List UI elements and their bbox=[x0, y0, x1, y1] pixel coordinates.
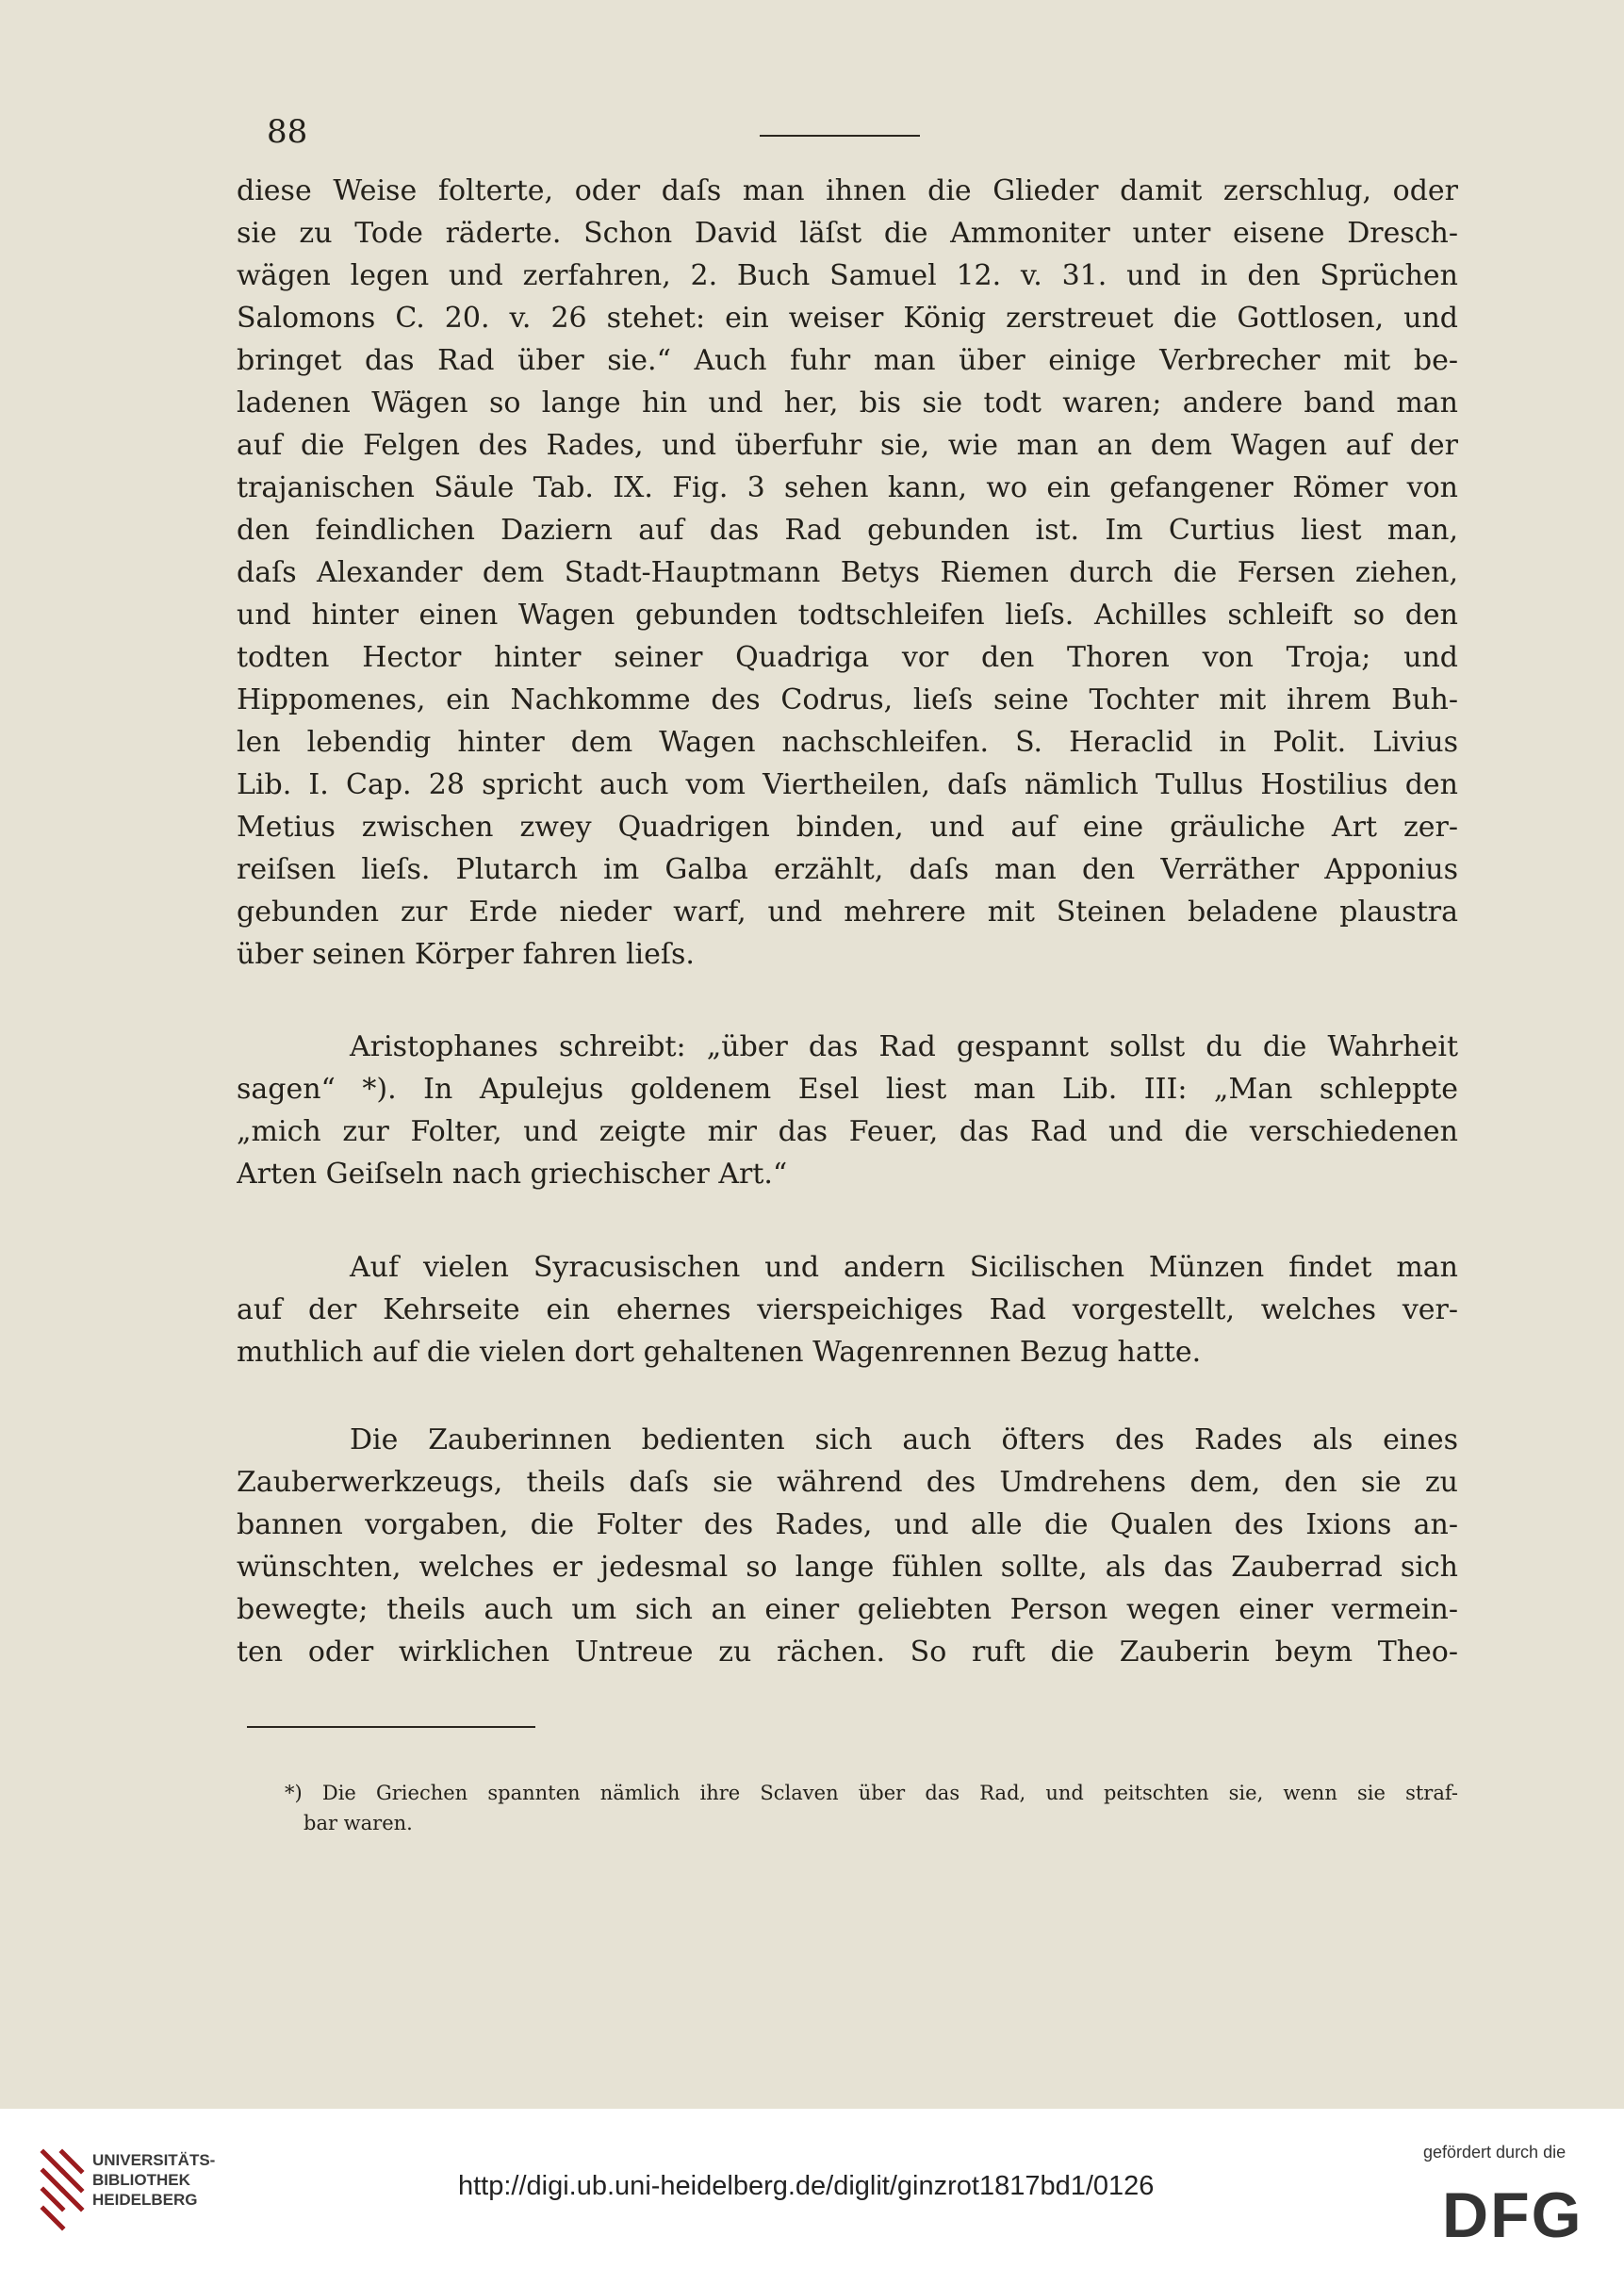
text-line: sie zu Tode räderte. Schon David läſst die Ammoniter unter eisene Dresch- bbox=[237, 217, 1458, 250]
text-line: Hippomenes, ein Nachkomme des Codrus, lieſs seine Tochter mit ihrem Buh- bbox=[237, 683, 1458, 716]
text-line: Arten Geiſseln nach griechischer Art.“ bbox=[237, 1158, 788, 1191]
footnote bbox=[285, 1778, 1458, 1838]
text-line: len lebendig hinter dem Wagen nachschleifen. S. Heraclid in Polit. Livius bbox=[237, 726, 1458, 759]
text-line: gebunden zur Erde nieder warf, und mehrere mit Steinen beladene plaustra bbox=[237, 896, 1458, 929]
text-line: Zauberwerkzeugs, theils daſs sie während des Umdrehens dem, den sie zu bbox=[237, 1466, 1458, 1499]
footnote-rule bbox=[247, 1726, 535, 1728]
paragraph-1 bbox=[237, 170, 1458, 976]
library-name-line: UNIVERSITÄTS- bbox=[92, 2151, 216, 2169]
text-line: und hinter einen Wagen gebunden todtschleifen lieſs. Achilles schleift so den bbox=[237, 599, 1458, 632]
text-line: Auf vielen Syracusischen und andern Sicilischen Münzen findet man bbox=[350, 1251, 1458, 1284]
header-rule bbox=[760, 135, 920, 137]
text-line: Metius zwischen zwey Quadrigen binden, und auf eine gräuliche Art zer- bbox=[237, 811, 1458, 844]
footnote-line: *) Die Griechen spannten nämlich ihre Sclaven über das Rad, und peitschten sie, wenn sie straf- bbox=[285, 1782, 1458, 1804]
paragraph-2 bbox=[237, 1026, 1458, 1195]
dfg-logo: DFG bbox=[1442, 2179, 1583, 2251]
text-line: bringet das Rad über sie.“ Auch fuhr man über einige Verbrecher mit be- bbox=[237, 344, 1458, 377]
page-number: 88 bbox=[267, 113, 308, 151]
text-line: den feindlichen Daziern auf das Rad gebunden ist. Im Curtius liest man, bbox=[237, 514, 1458, 547]
paragraph-4 bbox=[237, 1419, 1458, 1673]
permalink-url[interactable]: http://digi.ub.uni-heidelberg.de/diglit/ginzrot1817bd1/0126 bbox=[458, 2171, 1155, 2201]
text-line: trajanischen Säule Tab. IX. Fig. 3 sehen kann, wo ein gefangener Römer von bbox=[237, 471, 1458, 504]
university-library-logo-icon bbox=[36, 2146, 92, 2231]
footnote-line: bar waren. bbox=[303, 1812, 413, 1834]
text-line: wägen legen und zerfahren, 2. Buch Samuel 12. v. 31. und in den Sprüchen bbox=[237, 259, 1458, 292]
text-line: wünschten, welches er jedesmal so lange fühlen sollte, als das Zauberrad sich bbox=[237, 1551, 1458, 1584]
text-line: diese Weise folterte, oder daſs man ihnen die Glieder damit zerschlug, oder bbox=[237, 174, 1458, 207]
text-line: muthlich auf die vielen dort gehaltenen Wagenrennen Bezug hatte. bbox=[237, 1336, 1202, 1369]
library-name bbox=[92, 2150, 215, 2210]
text-line: bewegte; theils auch um sich an einer geliebten Person wegen einer vermein- bbox=[237, 1593, 1458, 1626]
text-line: daſs Alexander dem Stadt-Hauptmann Betys Riemen durch die Fersen ziehen, bbox=[237, 556, 1458, 589]
text-line: Aristophanes schreibt: „über das Rad gespannt sollst du die Wahrheit bbox=[350, 1030, 1458, 1063]
text-line: sagen“ *). In Apulejus goldenem Esel liest man Lib. III: „Man schleppte bbox=[237, 1073, 1458, 1106]
paragraph-3 bbox=[237, 1246, 1458, 1373]
library-name-line: HEIDELBERG bbox=[92, 2191, 198, 2209]
text-line: ladenen Wägen so lange hin und her, bis sie todt waren; andere band man bbox=[237, 386, 1458, 419]
text-line: Salomons C. 20. v. 26 stehet: ein weiser König zerstreuet die Gottlosen, und bbox=[237, 302, 1458, 335]
text-line: Die Zauberinnen bedienten sich auch öfters des Rades als eines bbox=[350, 1423, 1458, 1456]
text-line: todten Hector hinter seiner Quadriga vor den Thoren von Troja; und bbox=[237, 641, 1458, 674]
text-line: über seinen Körper fahren lieſs. bbox=[237, 938, 695, 971]
text-line: ten oder wirklichen Untreue zu rächen. So ruft die Zauberin beym Theo- bbox=[237, 1636, 1458, 1669]
viewer-footer bbox=[0, 2109, 1624, 2269]
funded-by-label: gefördert durch die bbox=[1423, 2143, 1567, 2162]
text-line: „mich zur Folter, und zeigte mir das Feuer, das Rad und die verschiedenen bbox=[237, 1115, 1458, 1148]
text-line: Lib. I. Cap. 28 spricht auch vom Viertheilen, daſs nämlich Tullus Hostilius den bbox=[237, 768, 1458, 801]
text-line: auf der Kehrseite ein ehernes vierspeichiges Rad vorgestellt, welches ver- bbox=[237, 1293, 1458, 1326]
text-line: reiſsen lieſs. Plutarch im Galba erzählt, daſs man den Verräther Apponius bbox=[237, 853, 1458, 886]
text-line: auf die Felgen des Rades, und überfuhr sie, wie man an dem Wagen auf der bbox=[237, 429, 1458, 462]
library-name-line: BIBLIOTHEK bbox=[92, 2171, 190, 2189]
text-line: bannen vorgaben, die Folter des Rades, und alle die Qualen des Ixions an- bbox=[237, 1508, 1458, 1541]
